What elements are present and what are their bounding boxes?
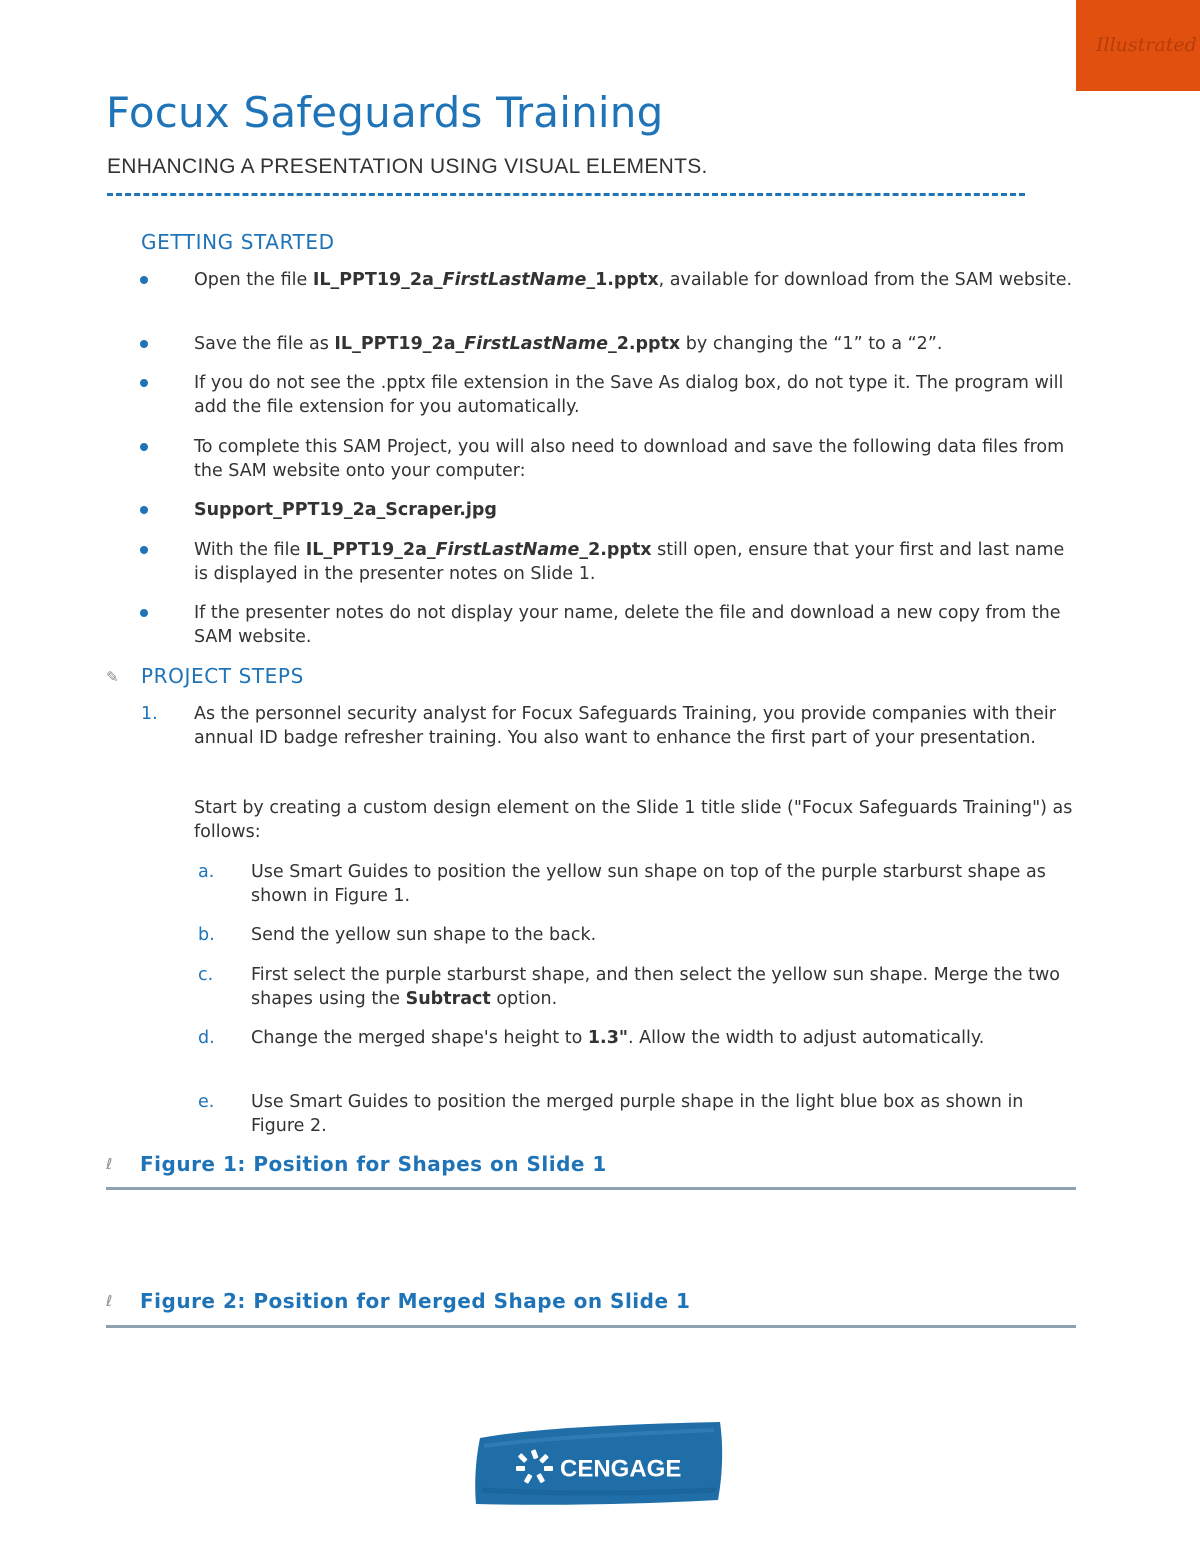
cengage-logo [474, 1420, 726, 1506]
bullet-icon [140, 276, 148, 284]
steps-icon: ✎ [106, 668, 119, 686]
substep-item: c. First select the purple starburst shape, and then select the yellow sun shape. Merge the two shapes using the Subtract option. [198, 965, 1060, 1009]
corner-tag [1076, 0, 1200, 91]
document-title: Focux Safeguards Training [106, 88, 664, 137]
figure-icon: ℓ [106, 1155, 113, 1173]
substep-item: d. Change the merged shape's height to 1.3". Allow the width to adjust automatically. [198, 1028, 985, 1048]
step-item [141, 702, 1074, 750]
list-item: If you do not see the .pptx file extension in the Save As dialog box, do not type it. The program will add the file extension for you automatically. [194, 371, 1074, 419]
bullet-icon [140, 609, 148, 617]
bullet-icon [140, 506, 148, 514]
list-item: If the presenter notes do not display your name, delete the file and download a new copy from the SAM website. [194, 601, 1074, 649]
bullet-icon [140, 546, 148, 554]
substep-item: e. Use Smart Guides to position the merged purple shape in the light blue box as shown in Figure 2. [198, 1092, 1024, 1136]
list-item: To complete this SAM Project, you will also need to download and save the following data files from the SAM website onto your computer: [194, 435, 1074, 483]
figure-1-caption: Figure 1: Position for Shapes on Slide 1 [140, 1152, 607, 1176]
step-number: 1. [141, 704, 158, 724]
corner-tag-text: Illustrated [1096, 34, 1197, 56]
step-intro: As the personnel security analyst for Focux Safeguards Training, you provide companies with their annual ID badge refresher training. You also want to enhance the first part of your presentation. [194, 704, 1056, 748]
list-item: With the file IL_PPT19_2a_FirstLastName_2.pptx still open, ensure that your first and last name is displayed in the presenter notes on Slide 1. [194, 538, 1074, 586]
figure-icon: ℓ [106, 1292, 113, 1310]
list-item: Save the file as IL_PPT19_2a_FirstLastName_2.pptx by changing the “1” to a “2”. [194, 332, 1074, 356]
figure-1-divider [106, 1187, 1076, 1190]
cengage-wordmark: CENGAGE [560, 1455, 682, 1483]
dashed-divider [107, 193, 1025, 196]
list-item: Open the file IL_PPT19_2a_FirstLastName_1.pptx, available for download from the SAM website. [194, 268, 1074, 292]
substep-item: b. Send the yellow sun shape to the back. [198, 925, 597, 945]
figure-2-divider [106, 1325, 1076, 1328]
document-subtitle: ENHANCING A PRESENTATION USING VISUAL ELEMENTS. [107, 155, 708, 178]
list-item: Support_PPT19_2a_Scraper.jpg [194, 498, 1074, 522]
bullet-icon [140, 340, 148, 348]
getting-started-heading: GETTING STARTED [141, 230, 335, 254]
figure-2-caption: Figure 2: Position for Merged Shape on Slide 1 [140, 1289, 691, 1313]
bullet-icon [140, 443, 148, 451]
bullet-icon [140, 379, 148, 387]
substep-item: a. Use Smart Guides to position the yellow sun shape on top of the purple starburst shape as shown in Figure 1. [198, 862, 1046, 906]
project-steps-heading: PROJECT STEPS [141, 664, 304, 688]
step-detail: Start by creating a custom design element on the Slide 1 title slide ("Focux Safeguards Training") as follows: [194, 798, 1073, 842]
